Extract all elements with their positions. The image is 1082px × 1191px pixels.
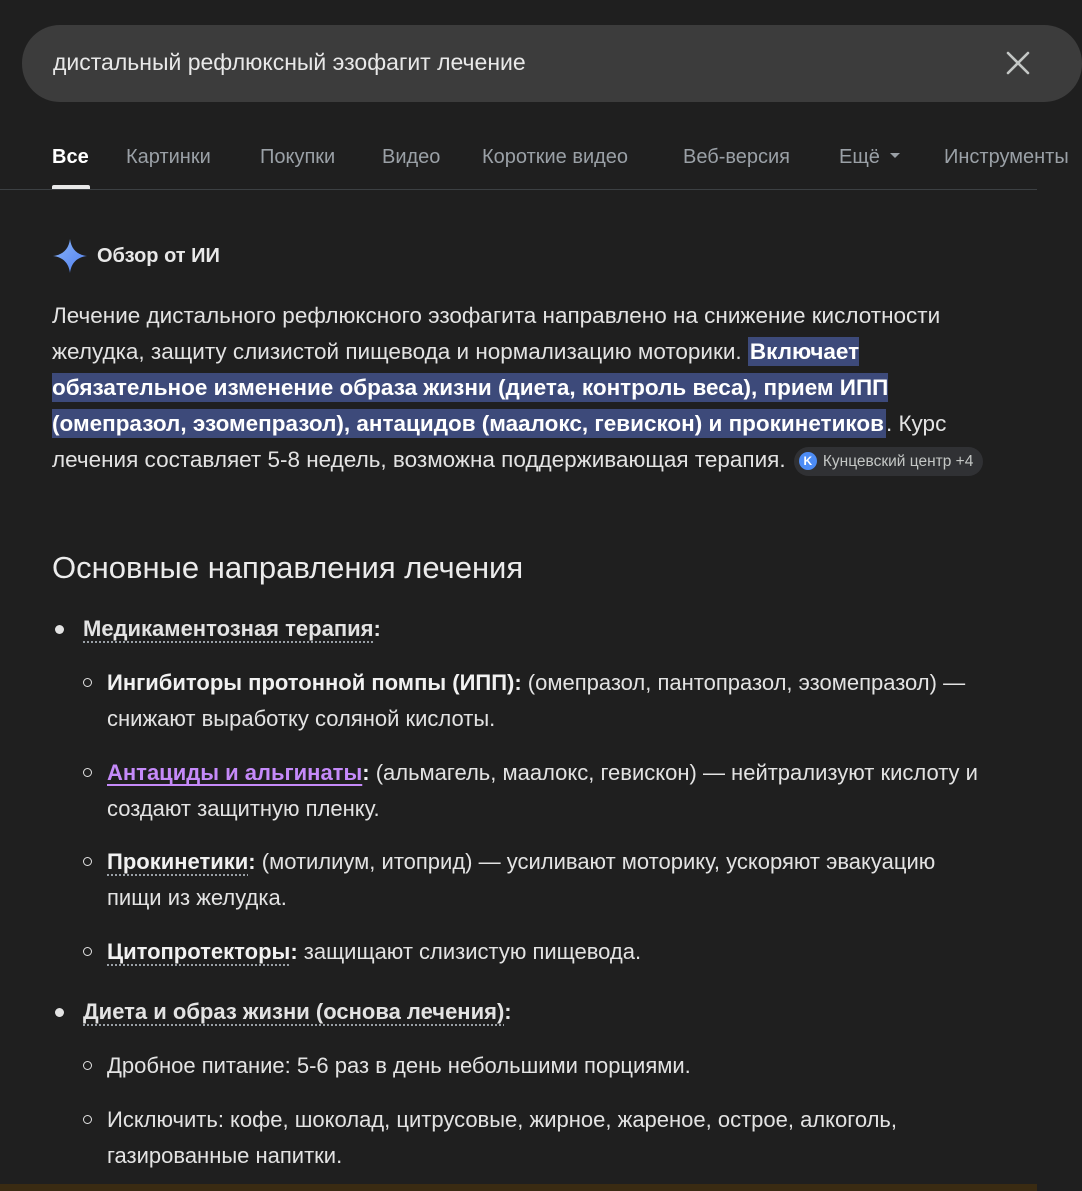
- section-colon: :: [373, 616, 381, 641]
- active-tab-indicator: [52, 185, 90, 189]
- bullet-icon: [83, 1115, 92, 1124]
- tab-more-label: Ещё: [839, 146, 880, 168]
- sparkle-icon: [52, 238, 88, 274]
- tab-images[interactable]: Картинки: [126, 146, 211, 168]
- ai-summary: [52, 298, 1012, 478]
- antacids-link[interactable]: Антациды и альгинаты: [107, 760, 363, 785]
- tab-web[interactable]: Веб-версия: [683, 146, 791, 168]
- source-chip[interactable]: [794, 447, 983, 476]
- tab-videos[interactable]: Видео: [382, 146, 441, 168]
- bullet-icon: [83, 768, 92, 777]
- item-text: Исключить: кофе, шоколад, цитрусовые, жирное, жареное, острое, алкоголь, газированные напитки.: [107, 1107, 897, 1168]
- section-heading: Основные направления лечения: [52, 550, 524, 585]
- bullet-icon: [83, 1061, 92, 1070]
- source-logo-icon: K: [799, 452, 817, 470]
- bullet-icon: [83, 947, 92, 956]
- item-text: (альмагель, маалокс, гевискон) — нейтрализуют кислоту и создают защитную пленку.: [107, 760, 978, 821]
- item-term-link[interactable]: Цитопротекторы: [107, 939, 291, 964]
- summary-text-end: . Курс лечения составляет 5-8 недель, возможна поддерживающая терапия.: [52, 411, 947, 472]
- section-title[interactable]: Медикаментозная терапия: [83, 616, 374, 641]
- source-chip-label: Кунцевский центр +4: [822, 453, 974, 470]
- tab-shopping[interactable]: Покупки: [260, 146, 336, 168]
- item-text: защищают слизистую пищевода.: [297, 939, 642, 964]
- clear-search-button[interactable]: [1002, 47, 1034, 79]
- tab-short-videos[interactable]: Короткие видео: [482, 146, 629, 168]
- item-text: (мотилиум, итоприд) — усиливают моторику, ускоряют эвакуацию пищи из желудка.: [107, 849, 936, 910]
- tab-tools[interactable]: Инструменты: [944, 146, 1069, 168]
- summary-text: Лечение дистального рефлюксного эзофагита направлено на снижение кислотности желудка, защиту слизистой пищевода и нормализацию моторики.: [52, 303, 941, 364]
- bullet-icon: [55, 1008, 64, 1017]
- search-tabs: [0, 128, 1069, 190]
- bullet-icon: [83, 678, 92, 687]
- item-term: Ингибиторы протонной помпы (ИПП):: [107, 670, 522, 695]
- bullet-icon: [55, 625, 64, 634]
- item-colon: :: [362, 760, 370, 785]
- close-icon: [1002, 47, 1034, 79]
- item-text: Дробное питание: 5-6 раз в день небольшими порциями.: [107, 1053, 691, 1078]
- item-text: (омепразол, пантопразол, эзомепразол) — снижают выработку соляной кислоты.: [107, 670, 966, 731]
- item-colon: :: [248, 849, 256, 874]
- item-term-link[interactable]: Прокинетики: [107, 849, 249, 874]
- search-input[interactable]: дистальный рефлюксный эзофагит лечение: [53, 49, 526, 75]
- section-title[interactable]: Диета и образ жизни (основа лечения): [83, 999, 505, 1024]
- ai-overview-title: Обзор от ИИ: [97, 245, 220, 267]
- bullet-icon: [83, 857, 92, 866]
- chevron-down-icon: [890, 153, 900, 158]
- section-colon: :: [504, 999, 512, 1024]
- search-bar[interactable]: [22, 25, 1082, 102]
- summary-highlight: Включает обязательное изменение образа жизни (диета, контроль веса), прием ИПП (омепразол, эзомепразол), антацидов (маалокс, гевискон) и прокинетиков: [52, 339, 889, 436]
- bottom-edge: [0, 1184, 1037, 1191]
- tab-all[interactable]: Все: [52, 146, 89, 168]
- item-colon: :: [290, 939, 298, 964]
- tab-more[interactable]: [839, 146, 900, 169]
